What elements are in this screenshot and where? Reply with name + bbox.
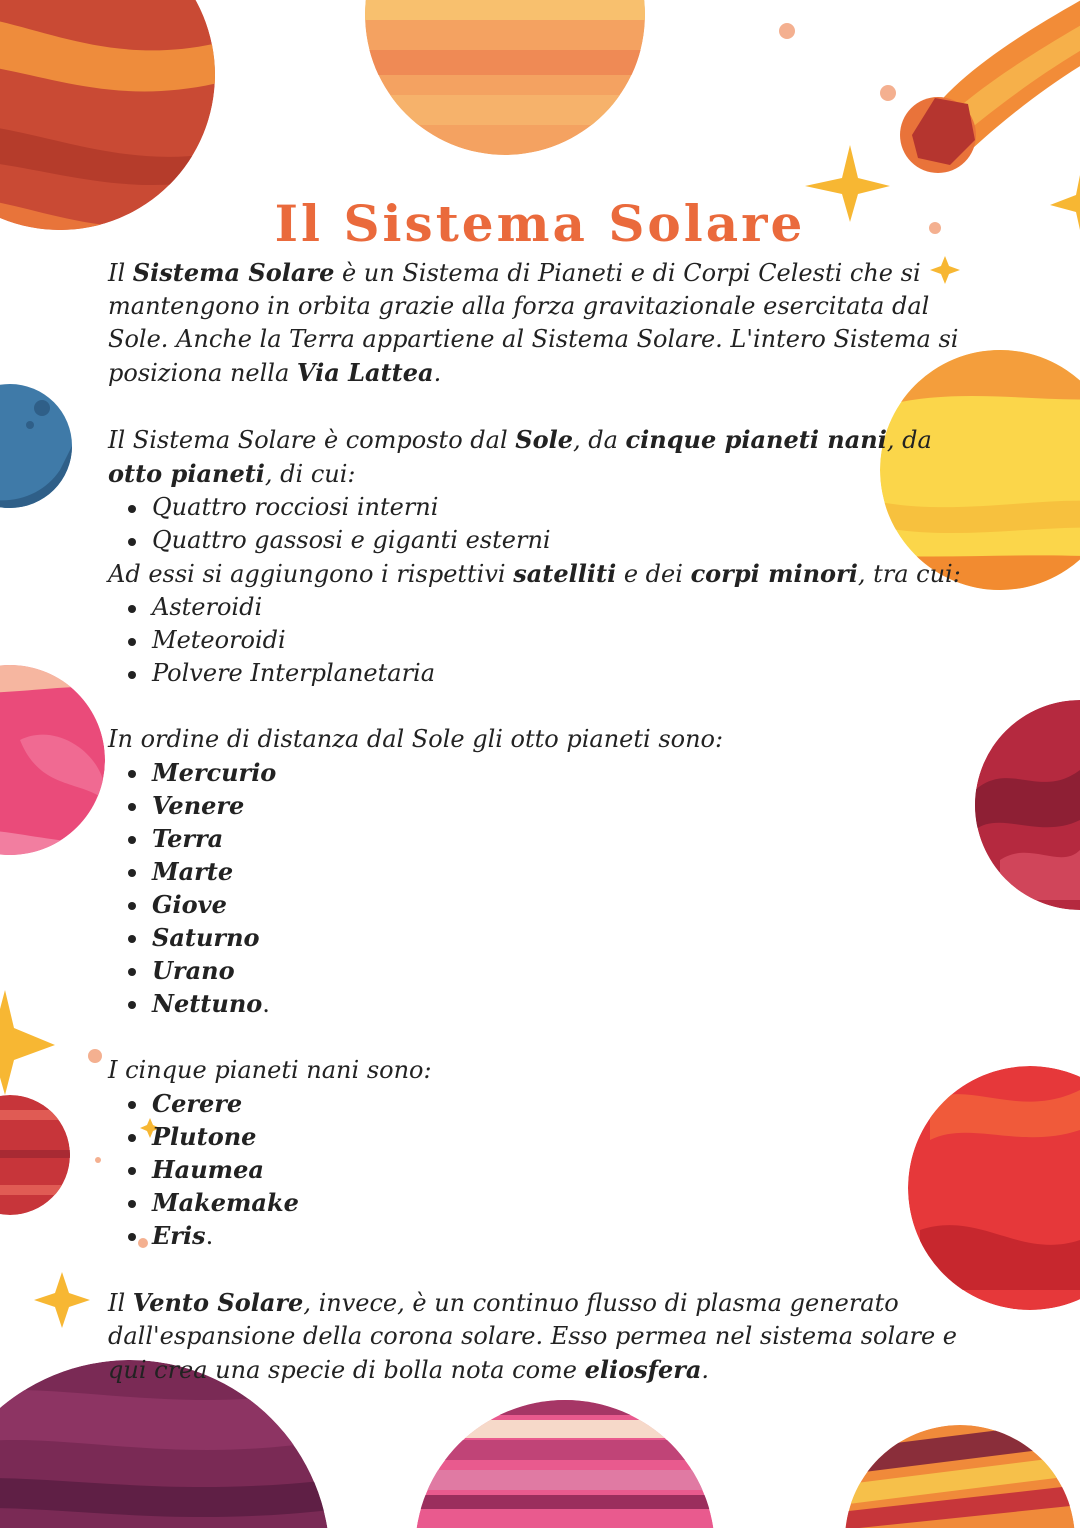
list-item: Meteoroidi [108, 624, 968, 657]
list-item: Terra [108, 822, 968, 855]
composition-paragraph: Il Sistema Solare è composto dal Sole, da cinque pianeti nani, da otto pianeti, di cui: [108, 425, 932, 488]
planet-blue-left [0, 384, 72, 508]
dot [95, 1157, 101, 1163]
comet [900, 0, 1080, 173]
list-item: Quattro gassosi e giganti esterni [108, 524, 968, 557]
list-item: Saturno [108, 921, 968, 954]
star [0, 990, 55, 1095]
document-body [108, 256, 968, 1387]
dot [88, 1049, 102, 1063]
list-item: Haumea [108, 1153, 968, 1186]
list-item: Plutone [108, 1120, 968, 1153]
dot [779, 23, 795, 39]
dwarf-planets-list [108, 1087, 968, 1253]
list-item: Mercurio [108, 756, 968, 789]
list-item: Venere [108, 789, 968, 822]
list-item: Makemake [108, 1186, 968, 1219]
planet-orange-top [360, 0, 660, 155]
minor-bodies-list [108, 591, 968, 690]
star [34, 1272, 90, 1328]
planet-small-red-left [0, 1095, 70, 1215]
dot [880, 85, 896, 101]
list-item: Urano [108, 954, 968, 987]
list-item: Eris. [108, 1219, 968, 1253]
minor-bodies-paragraph: Ad essi si aggiungono i rispettivi satelliti e dei corpi minori, tra cui: [108, 559, 961, 588]
planets-intro: In ordine di distanza dal Sole gli otto pianeti sono: [108, 725, 724, 753]
list-item: Cerere [108, 1087, 968, 1120]
list-item: Nettuno. [108, 987, 968, 1021]
planet-striped-bottom [400, 1395, 730, 1528]
dwarf-planets-intro: I cinque pianeti nani sono: [108, 1056, 432, 1084]
planets-list [108, 756, 968, 1021]
solar-wind-paragraph: Il Vento Solare, invece, è un continuo flusso di plasma generato dall'espansione della corona solare. Esso permea nel sistema solare e qui crea una specie di bolla nota come eliosfera. [108, 1288, 957, 1384]
list-item: Polvere Interplanetaria [108, 657, 968, 690]
list-item: Asteroidi [108, 591, 968, 624]
page-title: Il Sistema Solare [274, 193, 806, 253]
list-item: Giove [108, 888, 968, 921]
intro-paragraph: Il Sistema Solare è un Sistema di Pianeti e di Corpi Celesti che si mantengono in orbita grazie alla forza gravitazionale esercitata dal Sole. Anche la Terra appartiene al Sistema Solare. L'intero Sistema si posiziona nella Via Lattea. [108, 258, 959, 387]
planet-types-list [108, 491, 968, 557]
planet-pink-left [0, 660, 110, 860]
list-item: Marte [108, 855, 968, 888]
planet-maroon-right [975, 700, 1080, 910]
list-item: Quattro rocciosi interni [108, 491, 968, 524]
planet-orange-striped-bottom-right [840, 1420, 1080, 1528]
